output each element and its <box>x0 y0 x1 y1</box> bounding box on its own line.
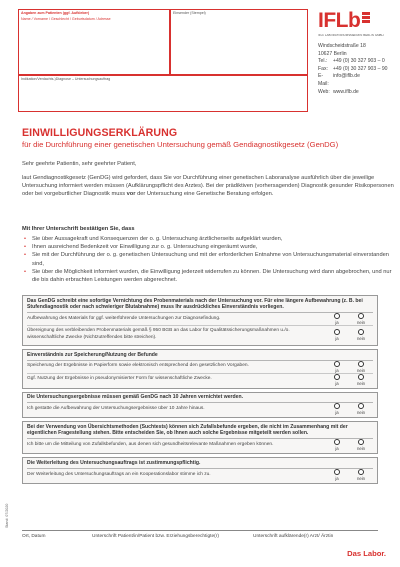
no-choice[interactable] <box>349 403 373 415</box>
yes-radio-button[interactable] <box>334 439 340 445</box>
no-radio-button[interactable] <box>358 313 364 319</box>
section-heading: Die Weiterleitung des Untersuchungsauftrags ist zustimmungspflichtig. <box>27 460 373 469</box>
no-choice[interactable] <box>349 329 373 341</box>
consent-option-text: Der Weiterleitung des Untersuchungsauftrags an ein Kooperationslabor stimme ich zu. <box>27 471 211 477</box>
yes-label: ja <box>335 446 339 452</box>
section-heading: Bei der Verwendung von Übersichtsmethoden (Suchtests) können sich Zufallsbefunde ergeben, die nicht im Zusammenhang mit der eigentlichen Fragestellung stehen. Bitte entscheiden Sie, ob Ihnen auch solche Ergebnisse mitgeteilt werden sollen. <box>27 424 373 440</box>
lab-address <box>318 43 388 96</box>
no-radio-button[interactable] <box>358 329 364 335</box>
yes-label: ja <box>335 335 339 341</box>
yes-choice[interactable] <box>325 374 349 386</box>
yes-choice[interactable] <box>325 361 349 373</box>
yes-choice[interactable] <box>325 469 349 481</box>
no-choice[interactable] <box>349 439 373 451</box>
yes-label: ja <box>335 320 339 326</box>
diagnosis-label: Indikation/Verdachts-)Diagnose – Untersuchungsauftrag <box>21 77 111 81</box>
yes-radio-button[interactable] <box>334 374 340 380</box>
consent-option-row <box>27 313 373 326</box>
consent-section <box>22 457 378 484</box>
salutation: Sehr geehrte Patientin, sehr geehrter Patient, <box>22 161 137 167</box>
logo-bars-icon <box>362 12 370 23</box>
document-title: EINWILLIGUNGSERKLÄRUNG <box>22 127 178 139</box>
consent-option-text: Ggf. Nutzung der Ergebnisse in pseudonymisierter Form für wissenschaftliche Zwecke. <box>27 376 212 382</box>
consent-option-text: Speicherung der Ergebnisse in Papierform sowie elektronisch entsprechend den gesetzlichen Vorgaben. <box>27 363 249 369</box>
sender-stamp-box[interactable] <box>170 9 308 75</box>
yes-radio-button[interactable] <box>334 403 340 409</box>
no-choice[interactable] <box>349 313 373 325</box>
yes-label: ja <box>335 410 339 416</box>
confirm-heading: Mit Ihrer Unterschrift bestätigen Sie, dass <box>22 226 135 232</box>
address-street: Windscheidstraße 18 <box>318 43 366 49</box>
yes-choice[interactable] <box>325 313 349 325</box>
no-choice[interactable] <box>349 361 373 373</box>
patient-info-box[interactable] <box>18 9 170 75</box>
no-label: nein <box>356 320 366 326</box>
list-item: • Sie über Aussagekraft und Konsequenzen der o. g. Untersuchung ärztlicherseits aufgeklärt wurden, <box>22 235 394 243</box>
signature-patient: Unterschrift Patient/in/Patient bzw. Erziehungsberechtigte(r) <box>92 534 219 539</box>
no-radio-button[interactable] <box>358 469 364 475</box>
consent-section <box>22 421 378 454</box>
consent-section <box>22 392 378 419</box>
yes-radio-button[interactable] <box>334 361 340 367</box>
consent-sections <box>22 295 378 487</box>
no-label: nein <box>356 380 366 386</box>
intro-paragraph: laut Gendiagnostikgesetz (GenDG) wird gefordert, dass Sie vor Durchführung einer genetischen Laboranalyse ausführlich über die jeweilige Untersuchung informiert werden müssen (Aufklärungspflicht des Arztes). Bei der prädiktiven (vorhersagenden) Diagnostik gesunder Risikopersonen oder bei vorgeburtlicher Diagnostik muss vor der Untersuchung eine Genetische Beratung erfolgen. <box>22 175 394 197</box>
consent-option-row <box>27 326 373 343</box>
logo-text: IFLb <box>318 9 361 32</box>
patient-info-fields: Name / Vorname / Geschlecht / Geburtsdatum / Adresse <box>21 16 111 21</box>
no-label: nein <box>356 335 366 341</box>
no-label: nein <box>356 367 366 373</box>
consent-section <box>22 295 378 346</box>
patient-info-label: Angaben zum Patienten (ggf. Aufkleber) <box>21 11 90 15</box>
no-radio-button[interactable] <box>358 361 364 367</box>
address-fax: Fax: +49 (0) 30 327 903 – 90 <box>318 65 388 72</box>
consent-option-row <box>27 374 373 386</box>
consent-section <box>22 349 378 389</box>
signature-place-date: Ort, Datum <box>22 534 46 539</box>
no-choice[interactable] <box>349 469 373 481</box>
signature-doctor: Unterschrift aufklärende(r) Arzt/ Ärztin <box>253 534 334 539</box>
confirmation-list <box>22 235 394 284</box>
consent-option-row <box>27 469 373 481</box>
document-version: Stand: 07/2020 <box>5 503 9 528</box>
list-item: • Sie über die Möglichkeit informiert wurden, die Einwilligung jederzeit widerrufen zu können. Die Untersuchung wird dann abgebrochen, und nur die bis dahin erbrachten Leistungen werden abgerechnet. <box>22 268 394 284</box>
yes-radio-button[interactable] <box>334 313 340 319</box>
consent-option-row <box>27 403 373 415</box>
no-label: nein <box>356 475 366 481</box>
consent-option-row <box>27 439 373 451</box>
no-label: nein <box>356 410 366 416</box>
address-email[interactable]: E-Mail: info@iflb.de <box>318 73 360 87</box>
address-city: 10627 Berlin <box>318 50 347 57</box>
iflb-logo <box>318 10 390 37</box>
no-radio-button[interactable] <box>358 374 364 380</box>
sender-stamp-label: Einsender (Stempel) <box>173 11 206 15</box>
address-web[interactable]: Web: www.iflb.de <box>318 88 359 95</box>
address-tel: Tel.: +49 (0) 30 327 903 – 0 <box>318 58 385 65</box>
consent-option-text: Ich bitte um die Mitteilung von Zufallsbefunden, aus denen sich gesundheitsrelevante Maßnahmen ergeben können. <box>27 442 274 448</box>
consent-option-text: Ich gestatte die Aufbewahrung der Untersuchungsergebnisse über 10 Jahre hinaus. <box>27 405 205 411</box>
no-radio-button[interactable] <box>358 403 364 409</box>
section-heading: Die Untersuchungsergebnisse müssen gemäß GenDG nach 10 Jahren vernichtet werden. <box>27 394 373 403</box>
yes-radio-button[interactable] <box>334 469 340 475</box>
signature-line <box>22 530 378 531</box>
yes-choice[interactable] <box>325 329 349 341</box>
no-label: nein <box>356 446 366 452</box>
no-radio-button[interactable] <box>358 439 364 445</box>
list-item: • Ihnen ausreichend Bedenkzeit vor Einwilligung zur o. g. Untersuchung eingeräumt wurde, <box>22 243 394 251</box>
consent-option-row <box>27 361 373 374</box>
section-heading: Das GenDG schreibt eine sofortige Vernichtung des Probenmaterials nach der Untersuchung vor. Für eine längere Aufbewahrung (z. B. bei Stufendiagnostik oder nach schwieriger Blutabnahme) muss Ihr ausdrückliches Einverständnis vorliegen. <box>27 298 373 314</box>
yes-label: ja <box>335 367 339 373</box>
document-subtitle: für die Durchführung einer genetischen Untersuchung gemäß Gendiagnostikgesetz (GenDG) <box>22 140 339 149</box>
diagnosis-box[interactable] <box>18 75 308 112</box>
brand-claim: Das Labor. <box>347 549 386 558</box>
section-heading: Einverständnis zur Speicherung/Nutzung der Befunde <box>27 352 373 361</box>
yes-choice[interactable] <box>325 403 349 415</box>
consent-option-text: Übereignung des verbleibenden Probenmaterials gemäß § 950 BGB an das Labor für Qualitätssicherungsmaßnahmen u./o. wissenschaftliche Zwecke (Nichtzutreffendes bitte streichen). <box>27 328 290 340</box>
yes-choice[interactable] <box>325 439 349 451</box>
consent-option-text: Aufbewahrung des Materials für ggf. weiterführende Untersuchungen zur Diagnosefindung. <box>27 315 221 321</box>
logo-subtitle: IFLb LABORATORIUMSMEDIZIN BERLIN GMBH <box>318 33 384 37</box>
list-item: • Sie mit der Durchführung der o. g. genetischen Untersuchung und mit der erforderlichen Entnahme von Untersuchungsmaterial einverstanden sind, <box>22 251 394 267</box>
yes-label: ja <box>335 380 339 386</box>
yes-radio-button[interactable] <box>334 329 340 335</box>
no-choice[interactable] <box>349 374 373 386</box>
yes-label: ja <box>335 475 339 481</box>
